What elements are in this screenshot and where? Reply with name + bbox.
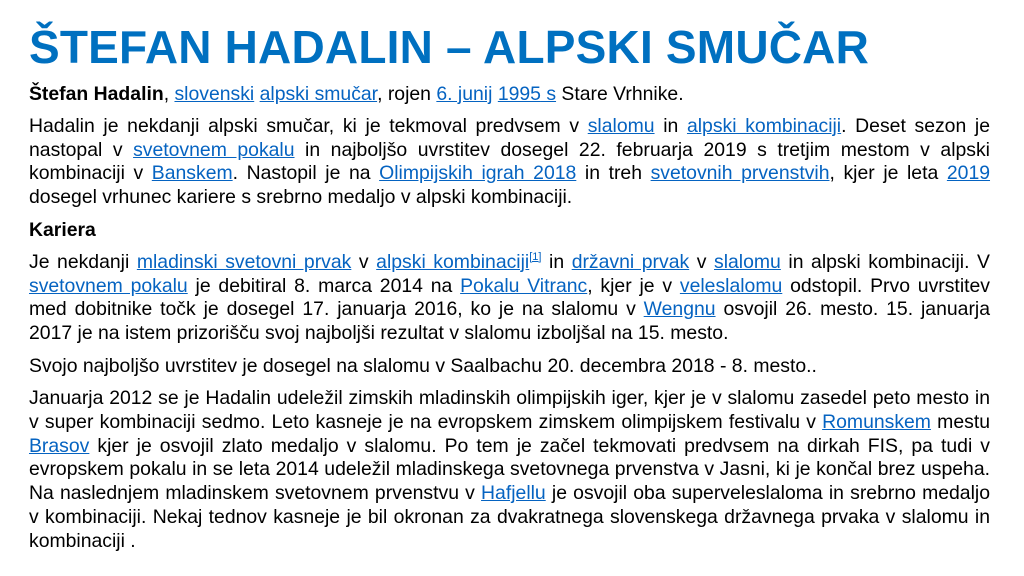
link-wengnu[interactable]: Wengnu <box>643 298 716 321</box>
text: Je nekdanji <box>29 250 137 273</box>
text: Stare Vrhnike. <box>556 83 684 105</box>
link-brasov[interactable]: Brasov <box>29 434 90 457</box>
link-drzavni-prvak[interactable]: državni prvak <box>571 250 690 273</box>
text: in alpski kombinaciji. V <box>780 250 990 273</box>
link-alpski-kombinaciji[interactable]: alpski kombinaciji <box>686 115 842 137</box>
link-slovenski[interactable]: slovenski <box>174 83 255 105</box>
text: dosegel vrhunec kariere s srebrno medaljo v alpski kombinaciji. <box>29 186 573 209</box>
text: kjer je osvojil zlato medaljo v slalomu. Po tem je začel tekmovati predvsem na dirkah FIS, pa tudi v evropskem pokalu in se leta 2014 udeležil mladinskega svetovnega prvenstva v Jasni, ki je končal brez uspeha. Na naslednjem mladinskem svetovnem prvenstvu v <box>29 434 990 505</box>
link-veleslalomu[interactable]: veleslalomu <box>679 274 783 297</box>
section-heading-kariera: Kariera <box>29 218 96 241</box>
link-svetovnem-pokalu-2[interactable]: svetovnem pokalu <box>29 274 188 297</box>
text: , kjer je leta <box>829 162 947 185</box>
link-mladinski-svetovni-prvak[interactable]: mladinski svetovni prvak <box>136 250 352 273</box>
text: osvojil 26. mesto. 15. januarja 2017 je na istem prizorišču svoj najboljši rezultat v slalomu izboljšal na 15. mesto. <box>29 298 990 344</box>
text: je debitiral 8. marca 2014 na <box>187 274 461 297</box>
text: v <box>689 250 715 273</box>
link-alpski-kombinaciji-2[interactable]: alpski kombinaciji <box>376 250 530 273</box>
link-alpski-smucar[interactable]: alpski smučar <box>259 83 378 105</box>
text: , <box>163 83 175 105</box>
link-svetovnem-pokalu[interactable]: svetovnem pokalu <box>133 138 295 161</box>
text: . Nastopil je na <box>232 162 380 185</box>
intro-paragraph <box>29 82 990 106</box>
link-birth-date[interactable]: 6. junij <box>436 83 493 105</box>
text: . Deset sezon je nastopal v <box>29 115 990 161</box>
person-name: Štefan Hadalin <box>29 83 164 105</box>
paragraph-best-result: Svojo najboljšo uvrstitev je dosegel na slalomu v Saalbachu 20. decembra 2018 - 8. mesto.. <box>29 354 817 377</box>
link-slalomu[interactable]: slalomu <box>587 115 655 137</box>
text: odstopil. Prvo uvrstitev med dobitnike točk je dosegel 17. januarja 2016, ko je na slalomu v <box>29 274 990 321</box>
link-svetovna-prvenstva[interactable]: svetovnih prvenstvih <box>650 162 830 185</box>
link-olimpijske-igre-2018[interactable]: Olimpijskih igrah 2018 <box>379 162 577 185</box>
page-title: ŠTEFAN HADALIN – ALPSKI SMUČAR <box>29 21 869 73</box>
link-hafjellu[interactable]: Hafjellu <box>481 482 546 505</box>
link-birth-year[interactable]: 1995 <box>497 83 541 105</box>
paragraph-kariera <box>29 251 990 346</box>
footnote-link[interactable]: [1] <box>529 250 542 263</box>
text: mestu <box>930 411 990 434</box>
text: je osvojil oba superveleslaloma in srebrno medaljo v kombinaciji. Nekaj tednov kasneje je bil okronan za dvakratnega slovenskega državnega prvaka v slalomu in kombinaciji . <box>29 482 990 552</box>
text: in <box>541 250 572 273</box>
text: in treh <box>576 162 651 185</box>
text: in <box>654 115 687 137</box>
text: v <box>351 250 377 273</box>
text: Hadalin je nekdanji alpski smučar, ki je tekmoval predvsem v <box>29 115 588 137</box>
text: , rojen <box>377 83 437 105</box>
text: Januarja 2012 se je Hadalin udeležil zimskih mladinskih olimpijskih iger, kjer je v slalomu zasedel peto mesto in v super kombinaciji sedmo. Leto kasneje je na evropskem zimskem olimpijskem festivalu v <box>29 387 990 434</box>
link-pokal-vitranc[interactable]: Pokalu Vitranc <box>460 274 588 297</box>
text: , kjer je v <box>587 274 680 297</box>
link-romunskem[interactable]: Romunskem <box>822 411 931 434</box>
text: in najboljšo uvrstitev dosegel 22. februarja 2019 s tretjim mestom v alpski kombinaciji v <box>29 138 990 185</box>
paragraph-junior-career <box>29 387 990 553</box>
link-banskem[interactable]: Banskem <box>151 162 233 185</box>
link-slalomu-2[interactable]: slalomu <box>714 250 781 273</box>
link-birth-year-tail[interactable]: s <box>540 83 557 105</box>
paragraph-summary <box>29 115 990 210</box>
link-2019[interactable]: 2019 <box>946 162 991 185</box>
